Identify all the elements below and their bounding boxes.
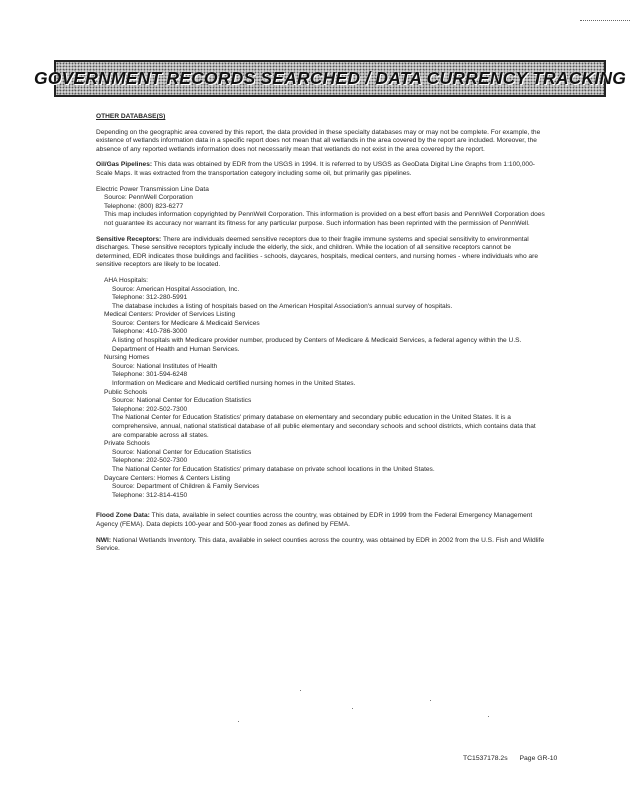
electric-transmission-title: Electric Power Transmission Line Data <box>96 185 209 193</box>
aha-source: Source: American Hospital Association, Inc. <box>112 285 240 293</box>
document-body <box>96 113 546 561</box>
page-number: Page GR-10 <box>519 755 558 762</box>
medical-source: Source: Centers for Medicare & Medicaid Services <box>112 319 260 327</box>
sensitive-receptors-paragraph <box>96 236 546 270</box>
sensitive-receptors-text: There are individuals deemed sensitive receptors due to their fragile immune systems and special sensitivity to environmental discharges. These sensitive receptors typically include the elderly, the sick, and children. While the location of all sensitive receptors cannot be determined, EDR indicates those buildings and facilities - schools, daycares, hospitals, medical centers, and nursing homes - where individuals who are sensitive receptors are likely to be located. <box>96 235 539 269</box>
flood-zone-text: This data, available in select counties across the country, was obtained by EDR in 1999 from the Federal Emergency Management Agency (FEMA). Data depicts 100-year and 500-year flood zones as defined by FEMA. <box>96 512 533 528</box>
scan-speck <box>430 700 431 701</box>
electric-phone: Telephone: (800) 823-6277 <box>104 202 184 210</box>
private-schools-description: The National Center for Education Statistics' primary database on private school locations in the United States. <box>112 465 435 473</box>
electric-source: Source: PennWell Corporation <box>104 194 193 202</box>
public-schools-phone: Telephone: 202-502-7300 <box>112 405 188 413</box>
daycare-source: Source: Department of Children & Family Services <box>112 483 260 491</box>
aha-description: The database includes a listing of hospitals based on the American Hospital Association's annual survey of hospitals. <box>112 302 453 310</box>
daycare-phone: Telephone: 312-814-4150 <box>112 491 188 499</box>
page-footer <box>463 755 557 762</box>
section-heading: OTHER DATABASE(S) <box>96 113 166 120</box>
nwi-paragraph <box>96 537 546 554</box>
nursing-description: Information on Medicare and Medicaid certified nursing homes in the United States. <box>112 380 356 388</box>
scan-speck <box>352 708 353 709</box>
nwi-text: National Wetlands Inventory. This data, available in select counties across the country, was obtained by EDR in 2002 from the U.S. Fish and Wildlife Service. <box>96 536 545 553</box>
private-schools-title: Private Schools <box>104 440 150 448</box>
public-schools-source: Source: National Center for Education Statistics <box>112 397 252 405</box>
receptor-listings <box>96 277 546 500</box>
aha-hospitals-title: AHA Hospitals: <box>104 276 148 284</box>
gas-pipelines-text: This data was obtained by EDR from the USGS in 1994. It is referred to by USGS as GeoData Digital Line Graphs from 1:100,000-Scale Maps. It was extracted from the transportation category including some oil, but primarily gas pipelines. <box>96 161 535 177</box>
private-schools-source: Source: National Center for Education Statistics <box>112 448 252 456</box>
header-banner <box>33 60 627 97</box>
nursing-homes-title: Nursing Homes <box>104 354 150 362</box>
gas-pipelines-paragraph <box>96 161 546 178</box>
sensitive-receptors-label: Sensitive Receptors: <box>96 235 162 243</box>
flood-zone-paragraph <box>96 512 546 529</box>
document-id: TC1537178.2s <box>463 755 508 762</box>
medical-centers-title: Medical Centers: Provider of Services Listing <box>104 311 236 319</box>
flood-zone-label: Flood Zone Data: <box>96 512 150 520</box>
medical-description: A listing of hospitals with Medicare provider number, produced by Centers of Medicare & Medicaid Services, a federal agency within the U.S. Department of Health and Human Services. <box>112 337 522 353</box>
aha-phone: Telephone: 312-280-5991 <box>112 294 188 302</box>
daycare-centers-title: Daycare Centers: Homes & Centers Listing <box>104 474 231 482</box>
nursing-source: Source: National Institutes of Health <box>112 362 218 370</box>
scan-speck <box>488 716 489 717</box>
medical-phone: Telephone: 410-786-3000 <box>112 328 188 336</box>
scan-corner-marks <box>580 20 630 24</box>
scan-speck <box>238 721 239 722</box>
nwi-label: NWI: <box>96 536 112 544</box>
intro-paragraph: Depending on the geographic area covered by this report, the data provided in these specialty databases may or may not be complete. For example, the existence of wetlands information data in a specific report does not mean that all wetlands in the area covered by the report are included. Moreover, the absence of any reported wetlands information does not necessarily mean that wetlands do not exist in the area covered by the report. <box>96 128 541 153</box>
electric-description: This map includes information copyrighted by PennWell Corporation. This information is provided on a best effort basis and PennWell Corporation does not guarantee its accuracy nor warrant its fitness for any particular purpose. Such information has been reprinted with the permission of PennWell. <box>104 211 545 227</box>
public-schools-title: Public Schools <box>104 388 148 396</box>
page-title: GOVERNMENT RECORDS SEARCHED / DATA CURRENCY TRACKING <box>33 68 627 88</box>
electric-transmission-block <box>96 186 546 229</box>
gas-pipelines-label: Oil/Gas Pipelines: <box>96 161 153 169</box>
private-schools-phone: Telephone: 202-502-7300 <box>112 457 188 465</box>
scan-speck <box>300 690 301 691</box>
nursing-phone: Telephone: 301-594-6248 <box>112 371 188 379</box>
public-schools-description: The National Center for Education Statistics' primary database on elementary and secondary public education in the United States. It is a comprehensive, annual, national statistical database of all public elementary and secondary schools and school districts, which contains data that are comparable across all states. <box>112 414 536 439</box>
